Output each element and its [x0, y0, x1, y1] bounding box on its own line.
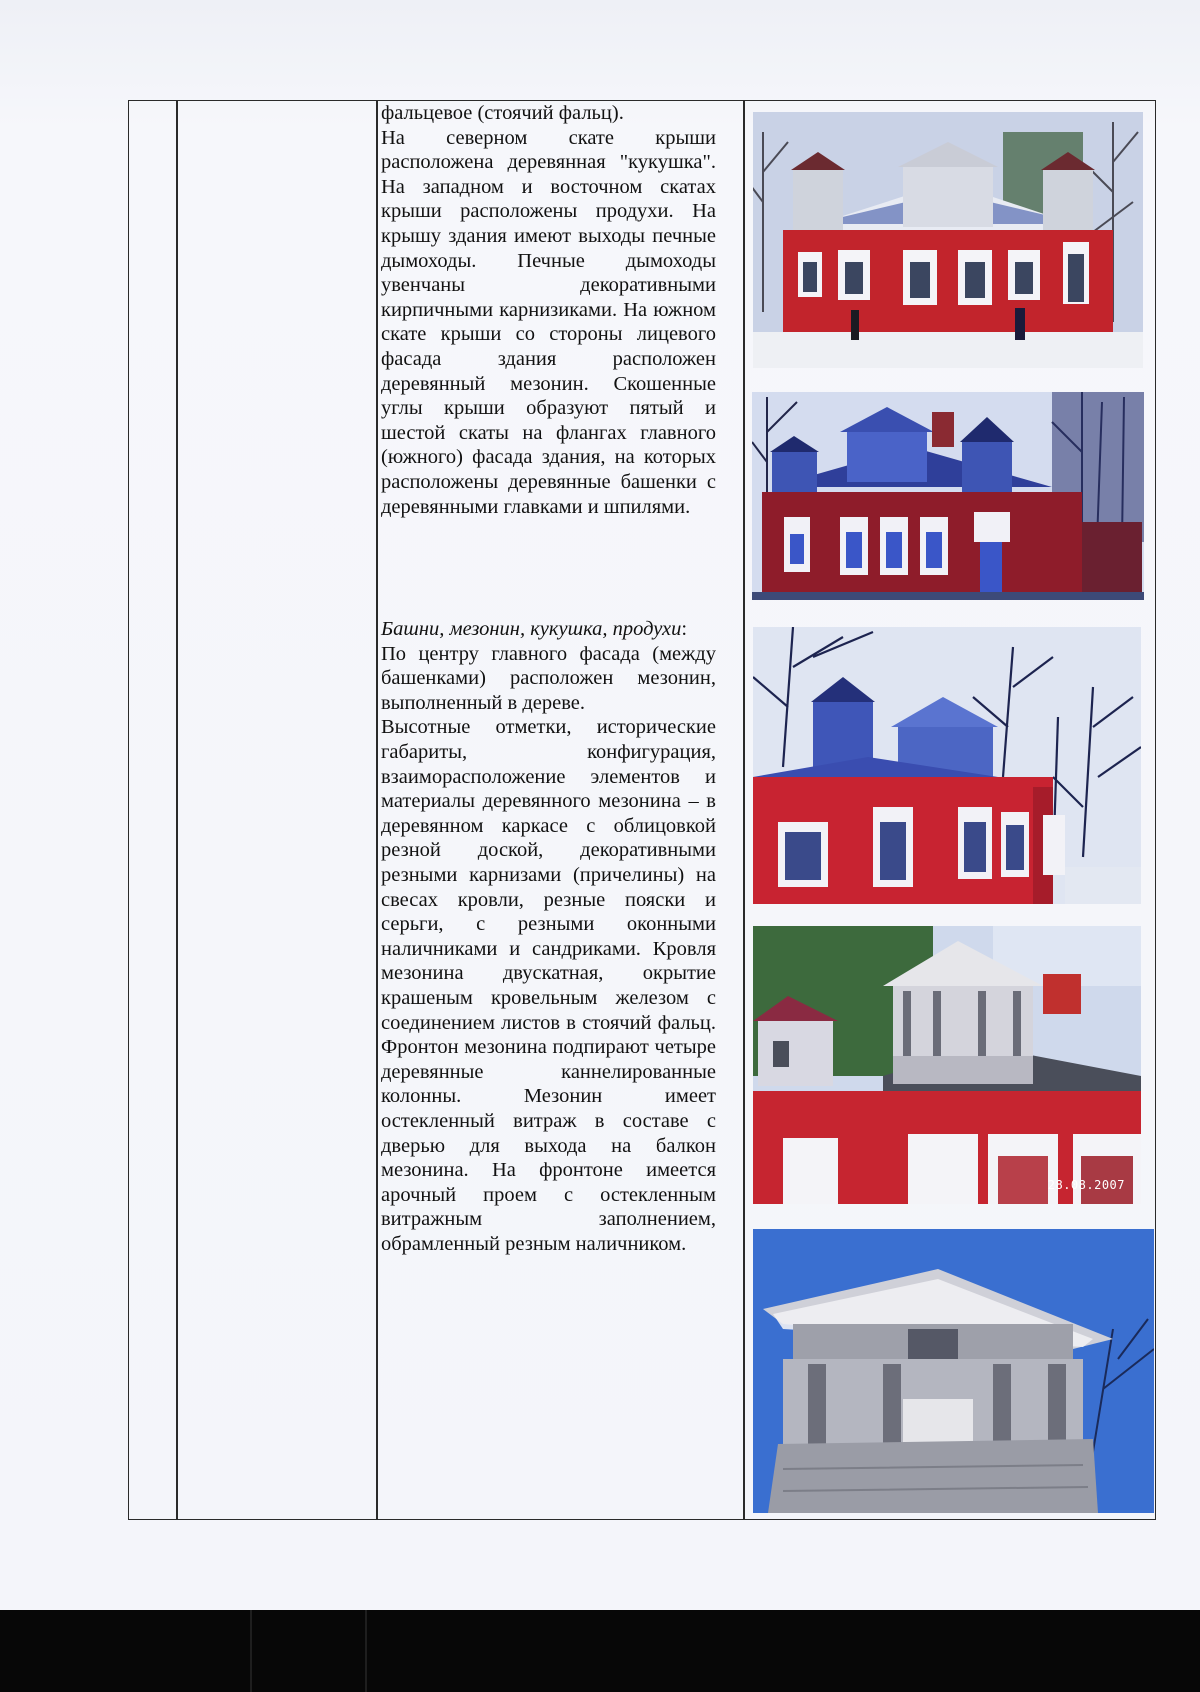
mezzanine-tower-closeup-photo: [753, 926, 1141, 1204]
paragraph-mezzanine-location: По центру главного фасада (между башенками) расположен мезонин, выполненный в дереве.: [381, 642, 716, 714]
section-subheading: Башни, мезонин, кукушка, продухи: [381, 618, 682, 641]
paragraph-mezzanine-details: Высотные отметки, исторические габариты, конфигурация, взаиморасположение элементов и материалы деревянного мезонина – в деревянном каркасе с облицовкой резной доской, декоративными резными карнизами (причелины) на свесах кровли, резные пояски и серьги, с резными оконными наличниками и сандриками. Кровля мезонина двускатная, окрытие крашеным кровельным железом с соединением листов в стоячий фальц. Фронтон мезонина подпирают четыре деревянные каннелированные колонны. Мезонин имеет остекленный витраж в составе с дверью для выхода на балкон мезонина. На фронтоне имеется арочный проем с остекленным витражным заполнением, обрамленный резным наличником.: [381, 716, 716, 1255]
paragraph-roof-seam: фальцевое (стоячий фальц).: [381, 102, 624, 124]
table-column-divider-1: [176, 101, 178, 1519]
building-winter-facade-photo: [753, 112, 1143, 368]
table-column-divider-3: [743, 101, 745, 1519]
paragraph-roof-description: На северном скате крыши расположена деревянная "кукушка". На западном и восточном скатах крыши расположены продухи. На крышу здания имеют выходы печные дымоходы. Печные дымоходы увенчаны декоративными кирпичными карнизиками. На южном скате крыши со стороны лицевого фасада здания расположен деревянный мезонин. Скошенные углы крыши образуют пятый и шестой скаты на флангах главного (южного) фасада здания, на которых расположены деревянные башенки с деревянными главками и шпилями.: [381, 126, 716, 518]
section-subheading-colon: :: [681, 618, 688, 641]
building-blue-sky-facade-photo: [752, 392, 1144, 600]
building-corner-trees-photo: [753, 627, 1141, 904]
scan-border-bottom: [0, 1610, 1200, 1692]
paragraph-spacer: [381, 519, 716, 617]
scan-artifact-line: [250, 1610, 252, 1692]
description-text-column: [381, 101, 716, 1257]
scan-artifact-line: [365, 1610, 367, 1692]
mezzanine-balcony-columns-photo: [753, 1229, 1154, 1513]
table-column-divider-2: [376, 101, 378, 1519]
section-heading-line: [381, 617, 716, 642]
photo-date-stamp: 28.08.2007: [1047, 1178, 1125, 1192]
